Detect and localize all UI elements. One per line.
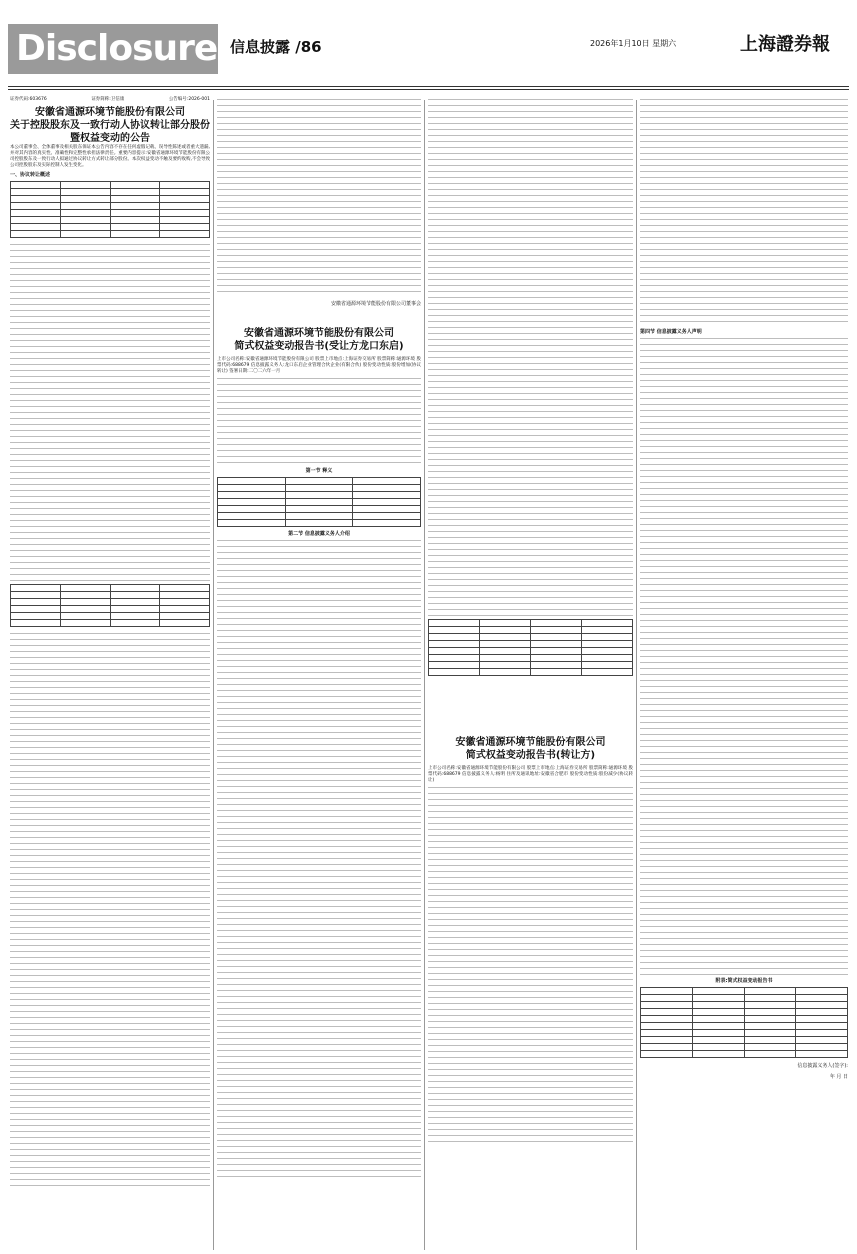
date-line: 2026年1月10日 星期六: [590, 39, 677, 48]
signature-line: 信息披露义务人(签字):: [797, 1063, 848, 1069]
body-text-block: [217, 96, 421, 296]
page-header: [0, 0, 857, 92]
definitions-table: [217, 477, 421, 527]
title-line: 安徽省通源环境节能股份有限公司: [35, 107, 185, 118]
disclosure-table: [428, 619, 633, 676]
title-line: 简式权益变动报告书(转让方): [465, 750, 596, 761]
body-text-block: [217, 375, 421, 465]
column-divider: [213, 100, 214, 1250]
body-text-block: [428, 96, 633, 616]
section-title: 信息披露 /86: [230, 38, 322, 56]
title-line: 简式权益变动报告书(受让方龙口东启): [234, 341, 404, 352]
attachment-table: [640, 987, 848, 1058]
body-text-block: [640, 335, 848, 975]
section-heading: 第二节 信息披露义务人介绍: [288, 531, 350, 538]
transfer-table: [10, 584, 210, 627]
body-text-block: [217, 537, 421, 1177]
notice-meta: [10, 96, 210, 102]
header-rule-thin: [8, 89, 849, 90]
column-divider: [636, 100, 637, 1250]
report-intro: 上市公司名称:安徽省通源环境节能股份有限公司 股票上市地点:上海证券交易所 股票简称:通源环境 股票代码:688679 信息披露义务人:杨明 住所及通讯地址:安徽省合肥市 股份变动性质:股份减少(协议转让): [428, 766, 633, 784]
header-rule: [8, 86, 849, 87]
article-col3: [428, 96, 633, 1236]
title-line: 安徽省通源环境节能股份有限公司: [244, 328, 394, 339]
body-text-block: [10, 241, 210, 581]
notice-body: 本公司董事会、全体董事及相关股东保证本公告内容不存在任何虚假记载、误导性陈述或者重大遗漏,并对其内容的真实性、准确性和完整性承担法律责任。重要内容提示:安徽省通源环境节能股份有限公司控股股东及一致行动人拟通过协议转让方式转让部分股份。本次权益变动不触及要约收购,不会导致公司控股股东及实际控制人发生变化。: [10, 145, 210, 169]
notice-number: 公告编号:2026-001: [168, 97, 210, 102]
body-text-block: [640, 96, 848, 326]
section-heading: 一、协议转让概述: [10, 172, 51, 179]
report-intro: 上市公司名称:安徽省通源环境节能股份有限公司 股票上市地点:上海证券交易所 股票简称:通源环境 股票代码:688679 信息披露义务人:龙口东启企业管理合伙企业(有限合伙) 股份变动性质:股份增加(协议转让) 签署日期:二〇二六年一月: [217, 357, 421, 375]
newspaper-name: 上海證券報: [740, 34, 830, 55]
article-notice: [10, 96, 210, 1236]
article-col4: [640, 96, 848, 1236]
report-title: [217, 327, 421, 353]
notice-title: [10, 106, 210, 145]
shareholding-table: [10, 181, 210, 238]
report-title-transferor: [428, 736, 633, 762]
column-divider: [424, 100, 425, 1250]
section-heading: 第一节 释义: [305, 468, 333, 475]
board-signature: 安徽省通源环境节能股份有限公司董事会: [330, 301, 421, 307]
title-line: 关于控股股东及一致行动人协议转让部分股份: [10, 120, 210, 131]
body-text-block: [10, 630, 210, 1190]
article-col2: [217, 96, 421, 1236]
section-heading: 第四节 信息披露义务人声明: [640, 329, 702, 335]
date-placeholder: 年 月 日: [829, 1074, 848, 1080]
stock-code: 证券代码:603676: [10, 97, 47, 102]
attachment-heading: 附表:简式权益变动报告书: [715, 978, 773, 984]
brand-logo: Disclosure: [8, 24, 218, 74]
title-line: 暨权益变动的公告: [70, 133, 150, 144]
body-text-block: [428, 784, 633, 1144]
stock-name: 证券简称:卫信康: [91, 97, 125, 102]
title-line: 安徽省通源环境节能股份有限公司: [455, 737, 606, 748]
